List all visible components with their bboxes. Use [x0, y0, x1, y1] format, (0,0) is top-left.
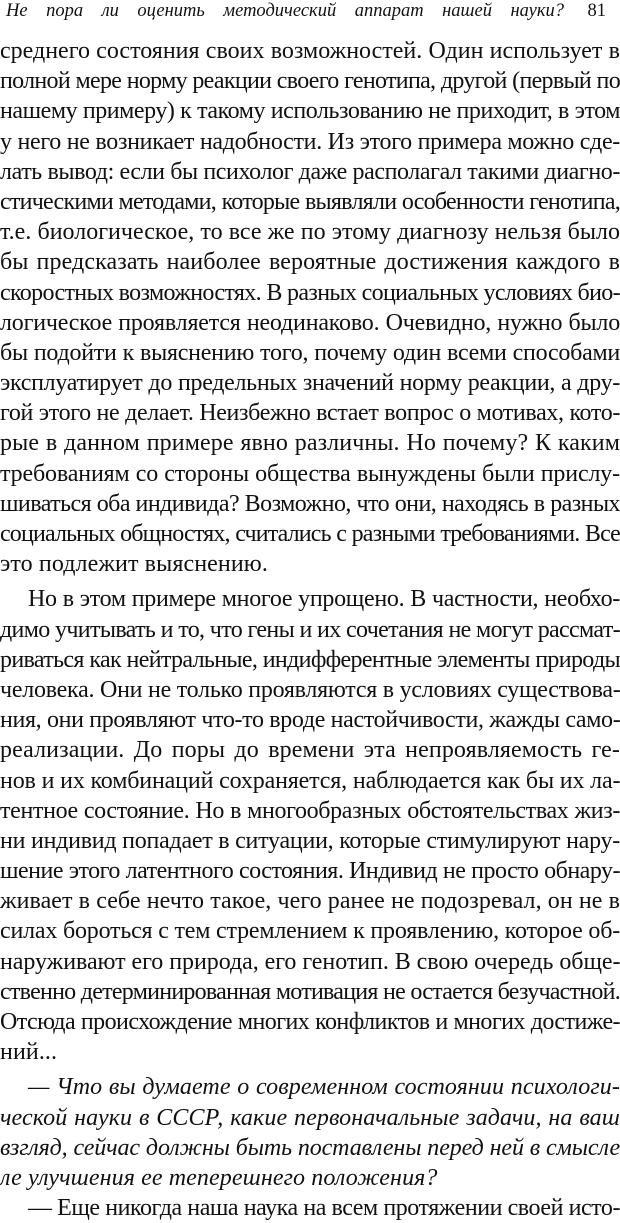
body-text — [0, 36, 620, 1223]
text-line: Но в этом примере многое упрощено. В частности, необхо- — [28, 586, 620, 613]
page-number: 81 — [587, 1, 606, 21]
text-line: ческой науки в СССР, какие первоначальные задачи, на ваш — [0, 1104, 620, 1131]
text-line: скоростных возможностях. В разных социальных условиях био- — [0, 279, 620, 306]
text-line: димо учитывать и то, что гены и их сочетания не могут рассмат- — [0, 616, 620, 643]
text-line: бы предсказать наиболее вероятные достижения каждого в — [0, 249, 620, 276]
text-line: среднего состояния своих возможностей. Один использует в — [0, 38, 620, 64]
running-header-title: Не пора ли оценить методический аппарат нашей науки? — [6, 1, 564, 21]
text-line: силах бороться с тем стремлением к проявлению, которое об- — [0, 918, 620, 945]
text-line: лать вывод: если бы психолог даже располагал такими диагно- — [0, 158, 620, 185]
text-line: — Еще никогда наша наука на всем протяжении своей исто- — [28, 1195, 620, 1222]
text-line: — Что вы думаете о современном состоянии психологи- — [28, 1074, 620, 1101]
text-line: живает в себе нечто такое, чего ранее не подозревал, он не в — [0, 888, 620, 915]
text-line: рые в данном примере явно различны. Но почему? К каким — [0, 430, 620, 457]
interview-question — [0, 1072, 620, 1193]
running-header — [0, 0, 620, 24]
text-line: социальных общностях, считались с разными требованиями. Все — [0, 521, 620, 547]
paragraph — [0, 584, 620, 1067]
text-line: реализации. До поры до времени эта непроявляемость ге- — [0, 737, 620, 764]
text-line: ле улучшения ее теперешнего положения? — [0, 1164, 438, 1191]
interview-answer — [0, 1193, 620, 1223]
text-line: ственно детерминированная мотивация не остается безучастной. — [0, 978, 620, 1005]
text-line: взгляд, сейчас должны быть поставлены перед ней в смысле — [0, 1134, 620, 1161]
text-line: это подлежит выяснению. — [0, 551, 268, 578]
text-line: нашему примеру) к такому использованию не приходит, в этом — [0, 98, 620, 125]
text-line: логическое проявляется неодинаково. Очевидно, нужно было — [0, 309, 620, 336]
text-line: нов и их комбинаций сохраняется, наблюдается как бы их ла- — [0, 767, 620, 794]
text-line: ни индивид попадает в ситуации, которые стимулируют нару- — [0, 827, 620, 854]
text-line: гой этого не делает. Неизбежно встает вопрос о мотивах, кото- — [0, 400, 620, 427]
text-line: требованиям со стороны общества вынуждены были прислу- — [0, 460, 620, 487]
text-line: полной мере норму реакции своего генотипа, другой (первый по — [0, 68, 620, 95]
text-line: тентное состояние. Но в многообразных обстоятельствах жиз- — [0, 797, 620, 824]
text-line: бы подойти к выяснению того, почему один всеми способами — [0, 339, 620, 366]
text-line: Отсюда происхождение многих конфликтов и многих достиже- — [0, 1009, 620, 1035]
text-line: шение этого латентного состояния. Индивид не просто обнару- — [0, 858, 620, 885]
paragraph — [0, 36, 620, 579]
text-line: ния, они проявляют что-то вроде настойчивости, жажды само- — [0, 707, 620, 734]
text-line: человека. Они не только проявляются в условиях существова- — [0, 676, 620, 703]
text-line: риваться как нейтральные, индифферентные элементы природы — [0, 646, 620, 673]
text-line: у него не возникает надобности. Из этого примера можно сде- — [0, 128, 620, 155]
text-line: ний... — [0, 1039, 58, 1066]
text-line: шиваться оба индивида? Возможно, что они, находясь в разных — [0, 490, 620, 517]
text-line: наруживают его природа, его генотип. В свою очередь обще- — [0, 948, 620, 975]
text-line: эксплуатирует до предельных значений норму реакции, а дру- — [0, 370, 620, 397]
text-line: т.е. биологическое, то все же по этому диагнозу нельзя было — [0, 219, 620, 246]
text-line: стическими методами, которые выявляли особенности генотипа, — [0, 188, 620, 215]
